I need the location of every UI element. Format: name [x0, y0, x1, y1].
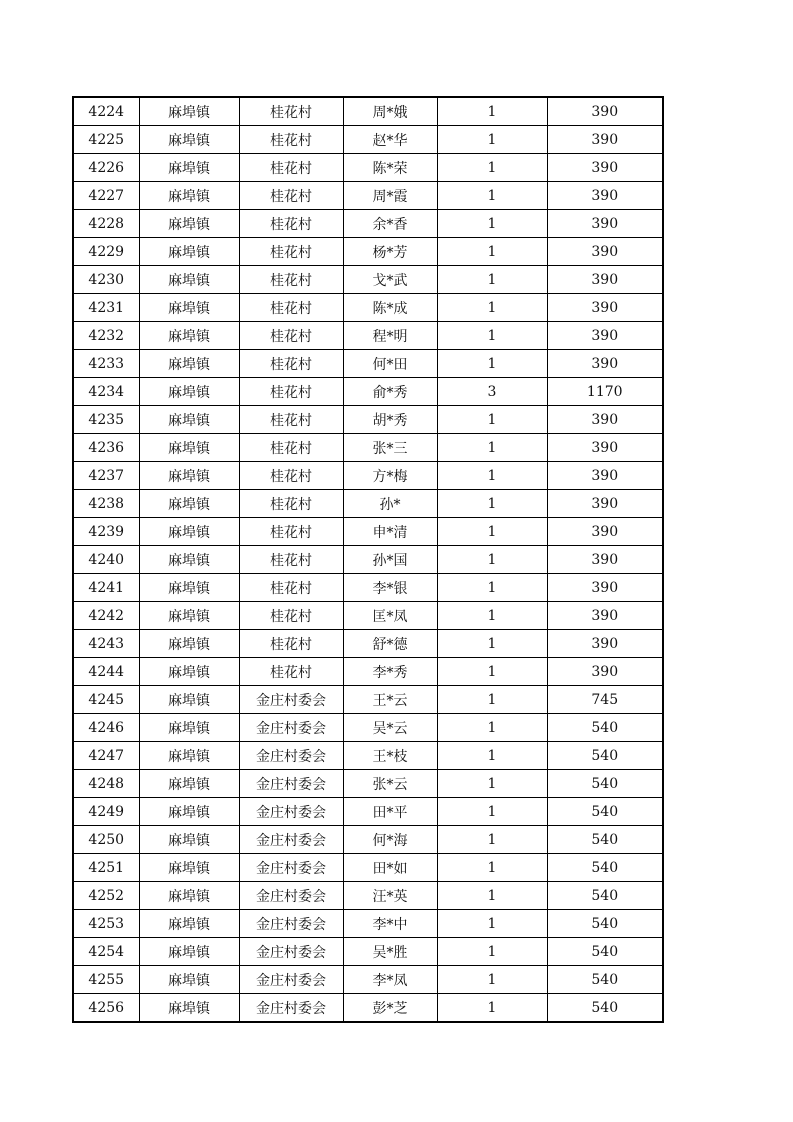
table-row — [73, 238, 663, 266]
town-cell: 麻埠镇 — [139, 490, 239, 518]
count-cell: 1 — [437, 238, 547, 266]
town-cell: 麻埠镇 — [139, 882, 239, 910]
count-cell: 1 — [437, 574, 547, 602]
town-cell: 麻埠镇 — [139, 266, 239, 294]
name-cell: 田*平 — [343, 798, 437, 826]
village-cell: 金庄村委会 — [239, 798, 343, 826]
name-cell: 孙*国 — [343, 546, 437, 574]
name-cell: 俞*秀 — [343, 378, 437, 406]
town-cell: 麻埠镇 — [139, 602, 239, 630]
row-number-cell: 4237 — [73, 462, 139, 490]
village-cell: 金庄村委会 — [239, 742, 343, 770]
row-number-cell: 4233 — [73, 350, 139, 378]
table-row — [73, 378, 663, 406]
count-cell: 1 — [437, 742, 547, 770]
row-number-cell: 4252 — [73, 882, 139, 910]
table-row — [73, 770, 663, 798]
table-row — [73, 714, 663, 742]
count-cell: 1 — [437, 266, 547, 294]
row-number-cell: 4228 — [73, 210, 139, 238]
row-number-cell: 4250 — [73, 826, 139, 854]
row-number-cell: 4242 — [73, 602, 139, 630]
town-cell: 麻埠镇 — [139, 322, 239, 350]
records-table — [72, 96, 664, 1023]
village-cell: 金庄村委会 — [239, 882, 343, 910]
amount-cell: 540 — [547, 826, 663, 854]
name-cell: 张*三 — [343, 434, 437, 462]
count-cell: 1 — [437, 798, 547, 826]
village-cell: 桂花村 — [239, 658, 343, 686]
count-cell: 1 — [437, 294, 547, 322]
amount-cell: 390 — [547, 154, 663, 182]
name-cell: 戈*武 — [343, 266, 437, 294]
amount-cell: 540 — [547, 854, 663, 882]
count-cell: 1 — [437, 322, 547, 350]
row-number-cell: 4253 — [73, 910, 139, 938]
village-cell: 桂花村 — [239, 574, 343, 602]
town-cell: 麻埠镇 — [139, 714, 239, 742]
name-cell: 陈*荣 — [343, 154, 437, 182]
name-cell: 孙* — [343, 490, 437, 518]
name-cell: 周*娥 — [343, 97, 437, 126]
name-cell: 吴*云 — [343, 714, 437, 742]
row-number-cell: 4255 — [73, 966, 139, 994]
count-cell: 1 — [437, 910, 547, 938]
amount-cell: 745 — [547, 686, 663, 714]
village-cell: 金庄村委会 — [239, 994, 343, 1023]
amount-cell: 390 — [547, 574, 663, 602]
row-number-cell: 4247 — [73, 742, 139, 770]
name-cell: 王*枝 — [343, 742, 437, 770]
amount-cell: 540 — [547, 882, 663, 910]
count-cell: 1 — [437, 602, 547, 630]
table-row — [73, 938, 663, 966]
table-row — [73, 154, 663, 182]
count-cell: 3 — [437, 378, 547, 406]
town-cell: 麻埠镇 — [139, 434, 239, 462]
name-cell: 杨*芳 — [343, 238, 437, 266]
row-number-cell: 4224 — [73, 97, 139, 126]
name-cell: 胡*秀 — [343, 406, 437, 434]
row-number-cell: 4230 — [73, 266, 139, 294]
amount-cell: 540 — [547, 994, 663, 1023]
town-cell: 麻埠镇 — [139, 350, 239, 378]
row-number-cell: 4238 — [73, 490, 139, 518]
village-cell: 金庄村委会 — [239, 686, 343, 714]
table-row — [73, 462, 663, 490]
table-row — [73, 546, 663, 574]
table-row — [73, 518, 663, 546]
row-number-cell: 4239 — [73, 518, 139, 546]
town-cell: 麻埠镇 — [139, 658, 239, 686]
village-cell: 桂花村 — [239, 350, 343, 378]
count-cell: 1 — [437, 406, 547, 434]
village-cell: 桂花村 — [239, 182, 343, 210]
village-cell: 桂花村 — [239, 378, 343, 406]
table-row — [73, 826, 663, 854]
name-cell: 李*银 — [343, 574, 437, 602]
row-number-cell: 4232 — [73, 322, 139, 350]
amount-cell: 390 — [547, 462, 663, 490]
village-cell: 金庄村委会 — [239, 714, 343, 742]
row-number-cell: 4244 — [73, 658, 139, 686]
name-cell: 李*秀 — [343, 658, 437, 686]
village-cell: 桂花村 — [239, 154, 343, 182]
row-number-cell: 4234 — [73, 378, 139, 406]
name-cell: 申*清 — [343, 518, 437, 546]
village-cell: 桂花村 — [239, 602, 343, 630]
name-cell: 陈*成 — [343, 294, 437, 322]
village-cell: 金庄村委会 — [239, 826, 343, 854]
table-row — [73, 630, 663, 658]
row-number-cell: 4251 — [73, 854, 139, 882]
table-row — [73, 854, 663, 882]
row-number-cell: 4248 — [73, 770, 139, 798]
count-cell: 1 — [437, 658, 547, 686]
amount-cell: 390 — [547, 182, 663, 210]
village-cell: 桂花村 — [239, 210, 343, 238]
amount-cell: 540 — [547, 966, 663, 994]
amount-cell: 540 — [547, 714, 663, 742]
town-cell: 麻埠镇 — [139, 910, 239, 938]
name-cell: 李*中 — [343, 910, 437, 938]
count-cell: 1 — [437, 518, 547, 546]
count-cell: 1 — [437, 434, 547, 462]
village-cell: 金庄村委会 — [239, 910, 343, 938]
town-cell: 麻埠镇 — [139, 546, 239, 574]
name-cell: 舒*德 — [343, 630, 437, 658]
village-cell: 桂花村 — [239, 546, 343, 574]
row-number-cell: 4225 — [73, 126, 139, 154]
amount-cell: 390 — [547, 266, 663, 294]
name-cell: 吴*胜 — [343, 938, 437, 966]
count-cell: 1 — [437, 994, 547, 1023]
table-row — [73, 966, 663, 994]
town-cell: 麻埠镇 — [139, 406, 239, 434]
count-cell: 1 — [437, 154, 547, 182]
village-cell: 金庄村委会 — [239, 854, 343, 882]
amount-cell: 390 — [547, 350, 663, 378]
amount-cell: 390 — [547, 490, 663, 518]
table-row — [73, 406, 663, 434]
amount-cell: 390 — [547, 518, 663, 546]
amount-cell: 390 — [547, 210, 663, 238]
town-cell: 麻埠镇 — [139, 462, 239, 490]
name-cell: 程*明 — [343, 322, 437, 350]
amount-cell: 390 — [547, 434, 663, 462]
amount-cell: 390 — [547, 602, 663, 630]
table-row — [73, 97, 663, 126]
village-cell: 桂花村 — [239, 126, 343, 154]
count-cell: 1 — [437, 826, 547, 854]
amount-cell: 390 — [547, 126, 663, 154]
row-number-cell: 4236 — [73, 434, 139, 462]
table-row — [73, 350, 663, 378]
count-cell: 1 — [437, 210, 547, 238]
amount-cell: 390 — [547, 97, 663, 126]
name-cell: 田*如 — [343, 854, 437, 882]
table-row — [73, 182, 663, 210]
town-cell: 麻埠镇 — [139, 210, 239, 238]
village-cell: 桂花村 — [239, 518, 343, 546]
table-row — [73, 266, 663, 294]
count-cell: 1 — [437, 882, 547, 910]
town-cell: 麻埠镇 — [139, 378, 239, 406]
table-row — [73, 210, 663, 238]
count-cell: 1 — [437, 546, 547, 574]
name-cell: 周*霞 — [343, 182, 437, 210]
table-row — [73, 126, 663, 154]
town-cell: 麻埠镇 — [139, 966, 239, 994]
table-row — [73, 574, 663, 602]
town-cell: 麻埠镇 — [139, 630, 239, 658]
amount-cell: 390 — [547, 630, 663, 658]
count-cell: 1 — [437, 686, 547, 714]
town-cell: 麻埠镇 — [139, 574, 239, 602]
town-cell: 麻埠镇 — [139, 518, 239, 546]
village-cell: 桂花村 — [239, 490, 343, 518]
table-row — [73, 798, 663, 826]
count-cell: 1 — [437, 770, 547, 798]
row-number-cell: 4249 — [73, 798, 139, 826]
count-cell: 1 — [437, 630, 547, 658]
town-cell: 麻埠镇 — [139, 994, 239, 1023]
amount-cell: 390 — [547, 406, 663, 434]
amount-cell: 390 — [547, 546, 663, 574]
town-cell: 麻埠镇 — [139, 770, 239, 798]
name-cell: 王*云 — [343, 686, 437, 714]
village-cell: 桂花村 — [239, 462, 343, 490]
row-number-cell: 4241 — [73, 574, 139, 602]
town-cell: 麻埠镇 — [139, 182, 239, 210]
count-cell: 1 — [437, 966, 547, 994]
village-cell: 桂花村 — [239, 238, 343, 266]
name-cell: 赵*华 — [343, 126, 437, 154]
name-cell: 余*香 — [343, 210, 437, 238]
village-cell: 桂花村 — [239, 322, 343, 350]
table-row — [73, 434, 663, 462]
town-cell: 麻埠镇 — [139, 826, 239, 854]
amount-cell: 540 — [547, 938, 663, 966]
row-number-cell: 4254 — [73, 938, 139, 966]
row-number-cell: 4229 — [73, 238, 139, 266]
count-cell: 1 — [437, 854, 547, 882]
town-cell: 麻埠镇 — [139, 854, 239, 882]
name-cell: 张*云 — [343, 770, 437, 798]
name-cell: 彭*芝 — [343, 994, 437, 1023]
village-cell: 桂花村 — [239, 434, 343, 462]
village-cell: 桂花村 — [239, 266, 343, 294]
name-cell: 匡*凤 — [343, 602, 437, 630]
table-row — [73, 322, 663, 350]
table-row — [73, 882, 663, 910]
row-number-cell: 4226 — [73, 154, 139, 182]
row-number-cell: 4227 — [73, 182, 139, 210]
table-row — [73, 490, 663, 518]
table-row — [73, 994, 663, 1023]
row-number-cell: 4246 — [73, 714, 139, 742]
town-cell: 麻埠镇 — [139, 798, 239, 826]
count-cell: 1 — [437, 182, 547, 210]
count-cell: 1 — [437, 462, 547, 490]
town-cell: 麻埠镇 — [139, 126, 239, 154]
table-row — [73, 602, 663, 630]
village-cell: 金庄村委会 — [239, 938, 343, 966]
town-cell: 麻埠镇 — [139, 97, 239, 126]
amount-cell: 390 — [547, 238, 663, 266]
town-cell: 麻埠镇 — [139, 154, 239, 182]
town-cell: 麻埠镇 — [139, 238, 239, 266]
amount-cell: 540 — [547, 770, 663, 798]
row-number-cell: 4235 — [73, 406, 139, 434]
town-cell: 麻埠镇 — [139, 294, 239, 322]
village-cell: 桂花村 — [239, 406, 343, 434]
amount-cell: 540 — [547, 798, 663, 826]
amount-cell: 390 — [547, 322, 663, 350]
village-cell: 桂花村 — [239, 630, 343, 658]
count-cell: 1 — [437, 350, 547, 378]
records-table-body — [73, 97, 663, 1022]
amount-cell: 1170 — [547, 378, 663, 406]
name-cell: 何*海 — [343, 826, 437, 854]
count-cell: 1 — [437, 126, 547, 154]
village-cell: 金庄村委会 — [239, 770, 343, 798]
name-cell: 李*凤 — [343, 966, 437, 994]
count-cell: 1 — [437, 490, 547, 518]
table-row — [73, 658, 663, 686]
row-number-cell: 4245 — [73, 686, 139, 714]
town-cell: 麻埠镇 — [139, 742, 239, 770]
table-row — [73, 910, 663, 938]
village-cell: 桂花村 — [239, 97, 343, 126]
amount-cell: 390 — [547, 658, 663, 686]
row-number-cell: 4231 — [73, 294, 139, 322]
village-cell: 金庄村委会 — [239, 966, 343, 994]
table-row — [73, 686, 663, 714]
count-cell: 1 — [437, 938, 547, 966]
amount-cell: 390 — [547, 294, 663, 322]
amount-cell: 540 — [547, 742, 663, 770]
village-cell: 桂花村 — [239, 294, 343, 322]
count-cell: 1 — [437, 714, 547, 742]
town-cell: 麻埠镇 — [139, 938, 239, 966]
name-cell: 汪*英 — [343, 882, 437, 910]
row-number-cell: 4243 — [73, 630, 139, 658]
town-cell: 麻埠镇 — [139, 686, 239, 714]
amount-cell: 540 — [547, 910, 663, 938]
name-cell: 方*梅 — [343, 462, 437, 490]
table-row — [73, 742, 663, 770]
row-number-cell: 4240 — [73, 546, 139, 574]
table-row — [73, 294, 663, 322]
row-number-cell: 4256 — [73, 994, 139, 1023]
name-cell: 何*田 — [343, 350, 437, 378]
count-cell: 1 — [437, 97, 547, 126]
